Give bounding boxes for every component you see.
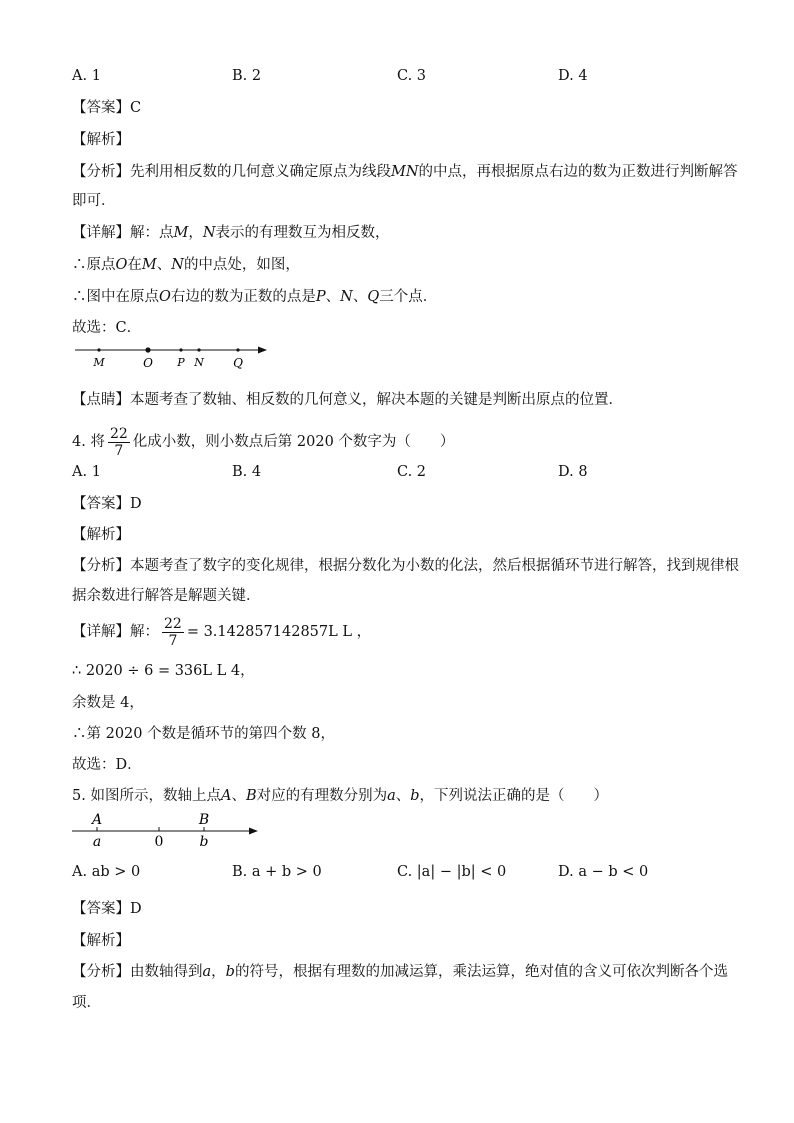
point-n xyxy=(197,348,200,351)
text: 的符号，根据有理数的加减运算，乘法运算，绝对值的含义可依次判断各个选 xyxy=(234,964,728,980)
var: b xyxy=(410,788,420,804)
comment-tag: 【点睛】 xyxy=(72,392,130,408)
q4-option-c: C. 2 xyxy=(397,464,427,480)
text: 化成小数，则小数点后第 2020 个数字为（ ） xyxy=(132,434,455,450)
q4-option-b: B. 4 xyxy=(232,464,262,480)
q5-number-line-figure xyxy=(70,810,264,852)
numerator: 22 xyxy=(164,615,182,632)
label-point-b: B xyxy=(198,812,210,828)
q5-answer xyxy=(72,899,142,919)
var: O xyxy=(159,289,171,305)
fenxi-tag: 【分析】 xyxy=(72,164,130,180)
q3-analysis-tag: 【解析】 xyxy=(72,132,130,148)
text: 三个点． xyxy=(379,289,438,305)
q3-detail-3 xyxy=(72,287,437,307)
var: N xyxy=(340,289,353,305)
text: 、 xyxy=(156,257,172,273)
q3-select: 故选：C． xyxy=(72,320,142,336)
var: M xyxy=(141,257,157,273)
denominator: 7 xyxy=(168,632,178,649)
var: a xyxy=(202,964,212,980)
fraction xyxy=(162,616,184,649)
q4-detail-1 xyxy=(72,614,371,650)
q3-option-a: A. 1 xyxy=(72,68,101,84)
text: 的中点，再根据原点右边的数为正数进行判断解答 xyxy=(418,164,738,180)
q3-option-b: B. 2 xyxy=(232,68,262,84)
fenxi-tag: 【分析】 xyxy=(72,558,130,574)
q4-detail-3: 余数是 4， xyxy=(72,695,144,711)
q3-detail-2 xyxy=(72,255,300,275)
q4-analysis-tag: 【解析】 xyxy=(72,527,130,543)
var: P xyxy=(315,289,326,305)
point-m xyxy=(97,348,100,351)
q5-fenxi-2: 项． xyxy=(72,995,101,1011)
var: Q xyxy=(367,289,380,305)
q3-option-d: D. 4 xyxy=(558,68,588,84)
answer-value: D xyxy=(130,901,142,917)
text: ，下列说法正确的是（ ） xyxy=(419,788,609,804)
q5-option-b: B. a + b > 0 xyxy=(232,864,322,880)
label-value-a: a xyxy=(92,834,102,850)
text: ∴原点 xyxy=(72,257,116,273)
var: B xyxy=(245,788,257,804)
q4-option-d: D. 8 xyxy=(558,464,588,480)
text: 由数轴得到 xyxy=(130,964,203,980)
q4-stem xyxy=(72,424,454,460)
point-o xyxy=(145,347,150,352)
text: 在 xyxy=(127,257,142,273)
text: 本题考查了数轴、相反数的几何意义，解决本题的关键是判断出原点的位置． xyxy=(130,392,623,408)
var: N xyxy=(171,257,184,273)
answer-tag: 【答案】 xyxy=(72,100,130,116)
text: ， xyxy=(188,225,203,241)
answer-tag: 【答案】 xyxy=(72,496,130,512)
q3-number-line-figure xyxy=(72,342,272,372)
label-zero: 0 xyxy=(154,834,164,850)
text: 4. 将 xyxy=(72,434,105,450)
label-m: M xyxy=(93,356,105,369)
label-q: Q xyxy=(233,356,243,370)
text: 本题考查了数字的变化规律，根据分数化为小数的化法，然后根据循环节进行解答，找到规律根 xyxy=(130,558,739,574)
q4-fenxi-1 xyxy=(72,556,739,576)
answer-value: D xyxy=(130,496,142,512)
detail-tag: 【详解】 xyxy=(72,624,130,640)
axis-arrow xyxy=(249,828,258,835)
q5-fenxi-1 xyxy=(72,962,728,982)
numerator: 22 xyxy=(109,425,128,442)
text: = 3.142857142857L L ， xyxy=(186,624,372,640)
label-n: N xyxy=(194,356,204,369)
detail-tag: 【详解】 xyxy=(72,225,130,241)
label-p: P xyxy=(177,356,185,369)
text: ， xyxy=(211,964,226,980)
fraction xyxy=(108,426,130,459)
text: 5. 如图所示，数轴上点 xyxy=(72,788,221,804)
q3-option-c: C. 3 xyxy=(397,68,427,84)
var: A xyxy=(220,788,232,804)
q4-detail-4: ∴第 2020 个数是循环节的第四个数 8， xyxy=(72,726,335,742)
var: MN xyxy=(391,164,419,180)
var: M xyxy=(173,225,189,241)
label-o: O xyxy=(143,356,153,370)
q4-answer xyxy=(72,494,142,514)
text: ∴图中在原点 xyxy=(72,289,159,305)
denominator: 7 xyxy=(114,442,124,459)
text: 、 xyxy=(352,289,368,305)
q5-option-d: D. a − b < 0 xyxy=(558,864,649,880)
q3-detail-1 xyxy=(72,223,390,243)
q5-analysis-tag: 【解析】 xyxy=(72,933,130,949)
point-p xyxy=(179,348,182,351)
q5-stem xyxy=(72,786,608,806)
q3-fenxi-1 xyxy=(72,162,738,182)
label-point-a: A xyxy=(91,812,103,828)
q4-select: 故选：D． xyxy=(72,757,142,773)
text: 对应的有理数分别为 xyxy=(256,788,388,804)
q4-option-a: A. 1 xyxy=(72,464,101,480)
axis-arrow xyxy=(258,347,267,354)
var: N xyxy=(202,225,216,241)
q3-answer xyxy=(72,98,141,118)
q3-fenxi-2: 即可． xyxy=(72,193,116,209)
answer-tag: 【答案】 xyxy=(72,901,130,917)
answer-value: C xyxy=(130,100,142,116)
text: 解： xyxy=(130,624,159,640)
q4-fenxi-2: 据余数进行解答是解题关键． xyxy=(72,588,261,604)
text: 、 xyxy=(395,788,411,804)
q5-option-a: A. ab > 0 xyxy=(72,864,141,880)
point-q xyxy=(236,348,239,351)
q5-option-c: C. |a| − |b| < 0 xyxy=(397,864,507,880)
text: 、 xyxy=(325,289,341,305)
var: b xyxy=(225,964,235,980)
q3-comment xyxy=(72,390,623,410)
q4-detail-2: ∴ 2020 ÷ 6 = 336L L 4， xyxy=(72,663,255,679)
var: a xyxy=(387,788,396,804)
text: 表示的有理数互为相反数， xyxy=(215,225,390,241)
text: 的中点处，如图， xyxy=(183,257,300,273)
text: 右边的数为正数的点是 xyxy=(170,289,316,305)
text: 先利用相反数的几何意义确定原点为线段 xyxy=(130,164,391,180)
var: O xyxy=(115,257,128,273)
text: 解：点 xyxy=(130,225,174,241)
text: 、 xyxy=(231,788,246,804)
fenxi-tag: 【分析】 xyxy=(72,964,130,980)
label-value-b: b xyxy=(199,834,209,850)
